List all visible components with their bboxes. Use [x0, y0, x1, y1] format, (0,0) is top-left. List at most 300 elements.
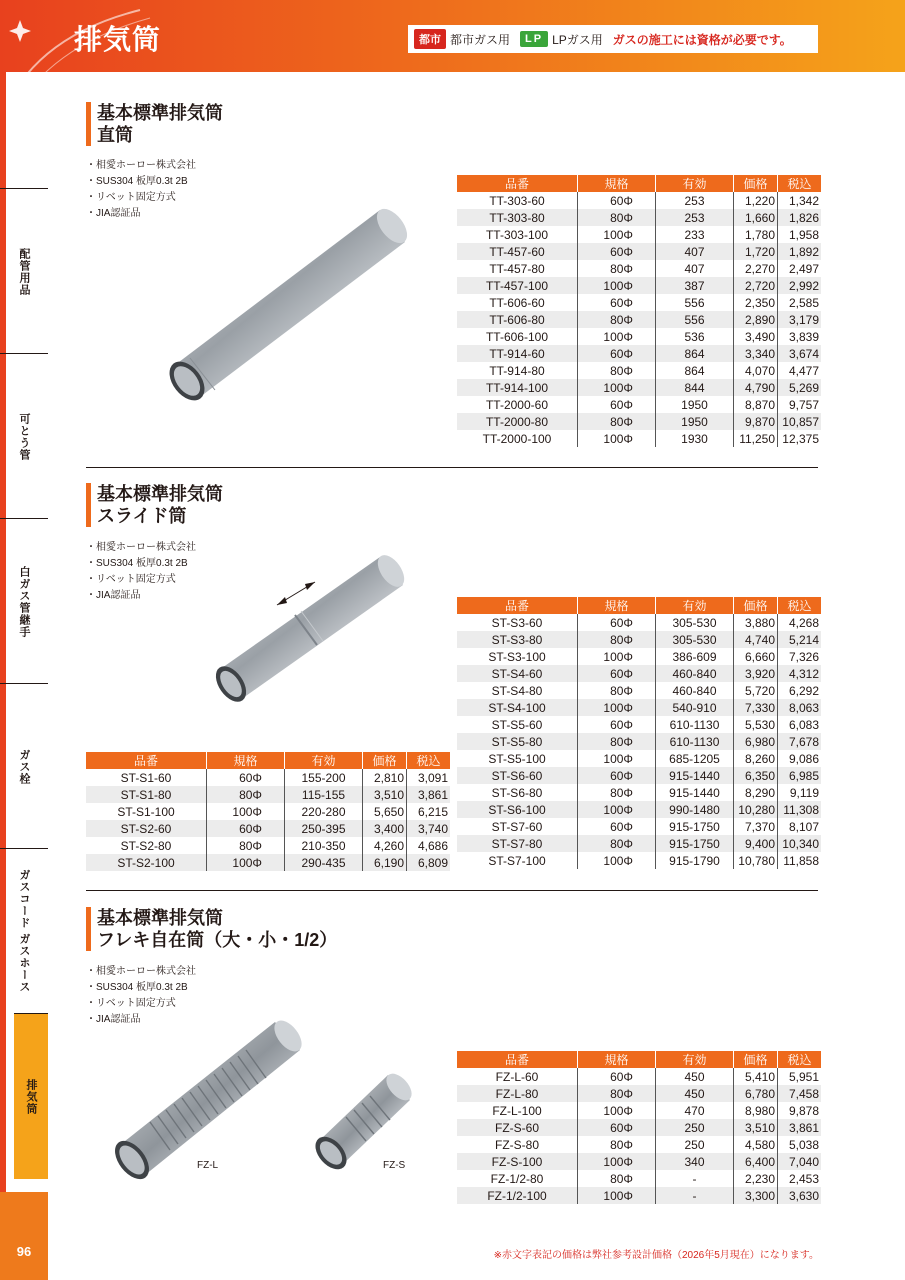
cell-tax-included: 3,839 — [778, 328, 822, 345]
cell-tax-included: 2,497 — [778, 260, 822, 277]
cell-price: 5,650 — [363, 803, 407, 820]
cell-spec: 60Φ — [207, 769, 285, 786]
cell-price: 3,920 — [734, 665, 778, 682]
table-row — [457, 328, 821, 345]
cell-price: 4,070 — [734, 362, 778, 379]
cell-tax-included: 8,063 — [778, 699, 822, 716]
cell-tax-included: 6,985 — [778, 767, 822, 784]
cell-effective: 864 — [656, 345, 734, 362]
city-gas-label: 都市ガス用 — [450, 32, 511, 47]
col-header-tax: 税込 — [407, 752, 451, 769]
sidebar-item-gas-valve[interactable] — [0, 683, 48, 849]
table-row — [457, 260, 821, 277]
col-header-effective: 有効 — [285, 752, 363, 769]
col-header-code: 品番 — [457, 1051, 578, 1068]
cell-effective: 540-910 — [656, 699, 734, 716]
table-row — [86, 820, 450, 837]
cell-effective: 407 — [656, 243, 734, 260]
table-row — [457, 379, 821, 396]
cell-tax-included: 2,585 — [778, 294, 822, 311]
spec-item: ・ SUS304 板厚0.3t 2B — [86, 556, 196, 572]
cell-code: TT-457-80 — [457, 260, 578, 277]
cell-price: 6,190 — [363, 854, 407, 871]
table-row — [457, 1187, 821, 1204]
table-row — [457, 209, 821, 226]
section2-title — [86, 483, 223, 527]
cell-tax-included: 3,861 — [407, 786, 451, 803]
table-row — [457, 665, 821, 682]
sidebar-item-piping[interactable] — [0, 188, 48, 354]
cell-price: 3,300 — [734, 1187, 778, 1204]
section2-price-table-left — [86, 752, 450, 871]
cell-price: 5,720 — [734, 682, 778, 699]
caption-fz-s: FZ-S — [383, 1160, 406, 1171]
cell-spec: 80Φ — [578, 835, 656, 852]
spec-item: ・ リベット固定方式 — [86, 996, 196, 1012]
cell-price: 5,410 — [734, 1068, 778, 1085]
table-header-row — [86, 752, 450, 769]
price-footnote: ※赤文字表記の価格は弊社参考設計価格（2026年5月現在）になります。 — [493, 1250, 819, 1261]
page-title: 排気筒 — [74, 24, 162, 55]
cell-code: ST-S4-80 — [457, 682, 578, 699]
cell-effective: 250-395 — [285, 820, 363, 837]
cell-spec: 80Φ — [207, 786, 285, 803]
table-row — [457, 733, 821, 750]
cell-price: 2,350 — [734, 294, 778, 311]
cell-spec: 80Φ — [578, 362, 656, 379]
cell-price: 8,290 — [734, 784, 778, 801]
cell-code: TT-2000-100 — [457, 430, 578, 447]
cell-effective: 340 — [656, 1153, 734, 1170]
cell-effective: 915-1750 — [656, 818, 734, 835]
sidebar-item-label: 配管用品 — [18, 247, 30, 296]
cell-code: TT-2000-60 — [457, 396, 578, 413]
cell-price: 1,220 — [734, 192, 778, 209]
cell-effective: 250 — [656, 1119, 734, 1136]
cell-price: 2,720 — [734, 277, 778, 294]
cell-spec: 100Φ — [578, 328, 656, 345]
cell-effective: 115-155 — [285, 786, 363, 803]
cell-code: ST-S2-100 — [86, 854, 207, 871]
col-header-price: 価格 — [363, 752, 407, 769]
section1-title-line1: 基本標準排気筒 — [97, 103, 223, 123]
cell-spec: 60Φ — [578, 192, 656, 209]
cell-code: ST-S1-60 — [86, 769, 207, 786]
slide-pipe-image — [205, 545, 415, 715]
cell-price: 10,780 — [734, 852, 778, 869]
cell-effective: 1950 — [656, 413, 734, 430]
cell-price: 2,270 — [734, 260, 778, 277]
table-row — [457, 818, 821, 835]
cell-spec: 100Φ — [578, 699, 656, 716]
cell-tax-included: 3,091 — [407, 769, 451, 786]
cell-code: FZ-1/2-80 — [457, 1170, 578, 1187]
col-header-tax: 税込 — [778, 1051, 822, 1068]
cell-price: 9,870 — [734, 413, 778, 430]
section1-title — [86, 102, 223, 146]
table-row — [457, 699, 821, 716]
cell-code: ST-S5-100 — [457, 750, 578, 767]
table-row — [457, 243, 821, 260]
cell-spec: 60Φ — [578, 396, 656, 413]
cell-effective: 610-1130 — [656, 716, 734, 733]
table-row — [457, 614, 821, 631]
cell-effective: - — [656, 1170, 734, 1187]
cell-price: 3,340 — [734, 345, 778, 362]
cell-code: FZ-L-60 — [457, 1068, 578, 1085]
cell-effective: 460-840 — [656, 682, 734, 699]
sidebar-item-label: 白ガス管継手 — [18, 565, 30, 638]
section3-title-line1: 基本標準排気筒 — [97, 908, 223, 928]
col-header-effective: 有効 — [656, 175, 734, 192]
cell-effective: 844 — [656, 379, 734, 396]
cell-price: 4,260 — [363, 837, 407, 854]
cell-price: 5,530 — [734, 716, 778, 733]
cell-code: TT-457-60 — [457, 243, 578, 260]
cell-code: FZ-L-80 — [457, 1085, 578, 1102]
cell-price: 6,350 — [734, 767, 778, 784]
table-row — [86, 769, 450, 786]
table-row — [457, 682, 821, 699]
cell-tax-included: 3,630 — [778, 1187, 822, 1204]
cell-tax-included: 1,958 — [778, 226, 822, 243]
spec-item: ・ 相愛ホーロー株式会社 — [86, 964, 196, 980]
table-row — [457, 1102, 821, 1119]
cell-code: ST-S2-80 — [86, 837, 207, 854]
cell-spec: 80Φ — [578, 413, 656, 430]
cell-code: ST-S7-80 — [457, 835, 578, 852]
cell-price: 9,400 — [734, 835, 778, 852]
page-number-box — [0, 1192, 48, 1280]
cell-price: 1,660 — [734, 209, 778, 226]
cell-code: FZ-1/2-100 — [457, 1187, 578, 1204]
cell-effective: 915-1440 — [656, 767, 734, 784]
cell-tax-included: 8,107 — [778, 818, 822, 835]
cell-code: ST-S7-60 — [457, 818, 578, 835]
cell-code: ST-S5-80 — [457, 733, 578, 750]
cell-tax-included: 7,458 — [778, 1085, 822, 1102]
section3-title-line2: フレキ自在筒（大・小・1/2） — [97, 930, 338, 950]
cell-price: 2,810 — [363, 769, 407, 786]
cell-code: TT-914-80 — [457, 362, 578, 379]
col-header-effective: 有効 — [656, 1051, 734, 1068]
cell-spec: 60Φ — [578, 818, 656, 835]
table-row — [457, 852, 821, 869]
cell-effective: 233 — [656, 226, 734, 243]
cell-code: FZ-S-80 — [457, 1136, 578, 1153]
cell-effective: 1930 — [656, 430, 734, 447]
sidebar-item-label: ガスコード ガスホース — [18, 869, 30, 994]
sidebar-item-flexible-pipe[interactable] — [0, 353, 48, 519]
col-header-price: 価格 — [734, 175, 778, 192]
table-row — [457, 277, 821, 294]
table-header-row — [457, 597, 821, 614]
cell-effective: 990-1480 — [656, 801, 734, 818]
cell-effective: 470 — [656, 1102, 734, 1119]
cell-code: ST-S3-80 — [457, 631, 578, 648]
cell-tax-included: 1,892 — [778, 243, 822, 260]
table-row — [457, 648, 821, 665]
table-row — [457, 801, 821, 818]
cell-spec: 80Φ — [207, 837, 285, 854]
cell-price: 6,660 — [734, 648, 778, 665]
cell-code: ST-S7-100 — [457, 852, 578, 869]
cell-spec: 60Φ — [578, 345, 656, 362]
cell-effective: 387 — [656, 277, 734, 294]
cell-code: ST-S4-60 — [457, 665, 578, 682]
cell-code: TT-303-100 — [457, 226, 578, 243]
cell-price: 4,790 — [734, 379, 778, 396]
cell-price: 6,400 — [734, 1153, 778, 1170]
cell-price: 3,880 — [734, 614, 778, 631]
sidebar-item-gas-hose[interactable] — [0, 848, 48, 1014]
cell-tax-included: 3,740 — [407, 820, 451, 837]
col-header-spec: 規格 — [578, 597, 656, 614]
cell-tax-included: 1,342 — [778, 192, 822, 209]
cell-effective: 155-200 — [285, 769, 363, 786]
caption-fz-l: FZ-L — [197, 1160, 219, 1171]
cell-code: TT-606-80 — [457, 311, 578, 328]
table-row — [457, 716, 821, 733]
sidebar-item-exhaust-pipe[interactable] — [14, 1013, 48, 1179]
cell-code: TT-457-100 — [457, 277, 578, 294]
section2-spec-list — [86, 540, 196, 604]
spec-item: ・ JIA認証品 — [86, 1012, 196, 1028]
cell-code: ST-S6-60 — [457, 767, 578, 784]
cell-spec: 100Φ — [578, 648, 656, 665]
col-header-spec: 規格 — [578, 1051, 656, 1068]
cell-tax-included: 3,674 — [778, 345, 822, 362]
cell-spec: 100Φ — [578, 852, 656, 869]
table-row — [457, 1153, 821, 1170]
table-row — [457, 631, 821, 648]
table-row — [457, 311, 821, 328]
cell-code: ST-S6-100 — [457, 801, 578, 818]
cell-spec: 80Φ — [578, 682, 656, 699]
cell-price: 2,230 — [734, 1170, 778, 1187]
section2-title-line2: スライド筒 — [97, 506, 187, 526]
gas-type-legend — [408, 25, 818, 53]
cell-tax-included: 6,809 — [407, 854, 451, 871]
table-row — [457, 430, 821, 447]
cell-tax-included: 1,826 — [778, 209, 822, 226]
page-number: 96 — [16, 1244, 32, 1259]
cell-price: 6,980 — [734, 733, 778, 750]
cell-tax-included: 11,858 — [778, 852, 822, 869]
sidebar-item-label: 排気筒 — [25, 1078, 37, 1115]
table-row — [457, 1136, 821, 1153]
spec-item: ・ 相愛ホーロー株式会社 — [86, 540, 196, 556]
cell-effective: 915-1750 — [656, 835, 734, 852]
cell-effective: 253 — [656, 192, 734, 209]
cell-tax-included: 5,269 — [778, 379, 822, 396]
cell-effective: 210-350 — [285, 837, 363, 854]
table-row — [86, 786, 450, 803]
cell-tax-included: 11,308 — [778, 801, 822, 818]
table-row — [457, 784, 821, 801]
section1-title-line2: 直筒 — [97, 125, 133, 145]
cell-effective: 450 — [656, 1068, 734, 1085]
cell-spec: 100Φ — [578, 1102, 656, 1119]
cell-price: 7,370 — [734, 818, 778, 835]
cell-price: 3,400 — [363, 820, 407, 837]
cell-code: ST-S3-100 — [457, 648, 578, 665]
lp-gas-label: LPガス用 — [552, 32, 603, 47]
cell-effective: 305-530 — [656, 614, 734, 631]
section2-price-table-right — [457, 597, 821, 869]
cell-spec: 60Φ — [578, 716, 656, 733]
table-row — [457, 226, 821, 243]
cell-spec: 100Φ — [578, 277, 656, 294]
cell-effective: 685-1205 — [656, 750, 734, 767]
cell-code: ST-S4-100 — [457, 699, 578, 716]
cell-effective: 536 — [656, 328, 734, 345]
cell-tax-included: 9,878 — [778, 1102, 822, 1119]
table-row — [457, 835, 821, 852]
city-gas-badge: 都市 — [414, 29, 446, 49]
cell-price: 11,250 — [734, 430, 778, 447]
cell-effective: 250 — [656, 1136, 734, 1153]
cell-code: ST-S5-60 — [457, 716, 578, 733]
table-row — [457, 345, 821, 362]
col-header-price: 価格 — [734, 597, 778, 614]
table-row — [457, 192, 821, 209]
cell-effective: 915-1440 — [656, 784, 734, 801]
cell-effective: 610-1130 — [656, 733, 734, 750]
flexible-pipe-small-image — [310, 1065, 420, 1175]
cell-tax-included: 4,312 — [778, 665, 822, 682]
sidebar-item-label: ガス栓 — [18, 748, 30, 785]
cell-spec: 60Φ — [578, 665, 656, 682]
cell-tax-included: 6,083 — [778, 716, 822, 733]
cell-tax-included: 6,292 — [778, 682, 822, 699]
cell-tax-included: 5,214 — [778, 631, 822, 648]
table-header-row — [457, 1051, 821, 1068]
table-row — [86, 803, 450, 820]
cell-tax-included: 4,477 — [778, 362, 822, 379]
table-row — [457, 294, 821, 311]
cell-price: 3,490 — [734, 328, 778, 345]
cell-price: 1,780 — [734, 226, 778, 243]
cell-tax-included: 10,340 — [778, 835, 822, 852]
cell-code: ST-S2-60 — [86, 820, 207, 837]
section-divider — [86, 467, 818, 468]
section2-title-line1: 基本標準排気筒 — [97, 484, 223, 504]
cell-spec: 100Φ — [578, 750, 656, 767]
arrow-right-icon — [305, 582, 315, 590]
cell-code: TT-914-100 — [457, 379, 578, 396]
spec-item: ・ 相愛ホーロー株式会社 — [86, 158, 196, 174]
qualification-warning: ガスの施工には資格が必要です。 — [612, 32, 792, 47]
cell-code: ST-S1-80 — [86, 786, 207, 803]
cell-tax-included: 9,757 — [778, 396, 822, 413]
cell-tax-included: 9,119 — [778, 784, 822, 801]
cell-spec: 60Φ — [207, 820, 285, 837]
cell-effective: 556 — [656, 311, 734, 328]
cell-spec: 80Φ — [578, 1085, 656, 1102]
lp-gas-badge: LP — [520, 31, 548, 47]
cell-spec: 100Φ — [207, 854, 285, 871]
cell-spec: 60Φ — [578, 294, 656, 311]
cell-spec: 100Φ — [578, 379, 656, 396]
table-row — [457, 413, 821, 430]
cell-spec: 60Φ — [578, 243, 656, 260]
spec-item: ・ JIA認証品 — [86, 206, 196, 222]
cell-code: FZ-S-100 — [457, 1153, 578, 1170]
cell-tax-included: 12,375 — [778, 430, 822, 447]
cell-price: 3,510 — [734, 1119, 778, 1136]
cell-tax-included: 9,086 — [778, 750, 822, 767]
col-header-code: 品番 — [457, 597, 578, 614]
cell-tax-included: 6,215 — [407, 803, 451, 820]
arrow-left-icon — [277, 597, 287, 605]
cell-spec: 100Φ — [578, 1187, 656, 1204]
section3-price-table — [457, 1051, 821, 1204]
col-header-tax: 税込 — [778, 597, 822, 614]
cell-code: FZ-L-100 — [457, 1102, 578, 1119]
cell-spec: 60Φ — [578, 1068, 656, 1085]
cell-effective: - — [656, 1187, 734, 1204]
col-header-code: 品番 — [457, 175, 578, 192]
cell-code: TT-303-80 — [457, 209, 578, 226]
col-header-tax: 税込 — [778, 175, 822, 192]
cell-tax-included: 7,678 — [778, 733, 822, 750]
cell-tax-included: 3,179 — [778, 311, 822, 328]
cell-tax-included: 4,686 — [407, 837, 451, 854]
cell-spec: 80Φ — [578, 209, 656, 226]
sidebar-item-fittings[interactable] — [0, 518, 48, 684]
cell-spec: 60Φ — [578, 614, 656, 631]
table-row — [457, 750, 821, 767]
section1-price-table — [457, 175, 821, 447]
cell-spec: 100Φ — [578, 801, 656, 818]
cell-code: TT-914-60 — [457, 345, 578, 362]
col-header-spec: 規格 — [578, 175, 656, 192]
cell-spec: 80Φ — [578, 784, 656, 801]
cell-spec: 100Φ — [578, 226, 656, 243]
cell-code: TT-2000-80 — [457, 413, 578, 430]
cell-price: 2,890 — [734, 311, 778, 328]
flexible-pipe-large-image — [110, 1010, 310, 1185]
cell-effective: 386-609 — [656, 648, 734, 665]
section-divider — [86, 890, 818, 891]
cell-price: 7,330 — [734, 699, 778, 716]
spec-item: ・ SUS304 板厚0.3t 2B — [86, 980, 196, 996]
cell-effective: 915-1790 — [656, 852, 734, 869]
cell-spec: 60Φ — [578, 1119, 656, 1136]
cell-effective: 407 — [656, 260, 734, 277]
cell-code: ST-S3-60 — [457, 614, 578, 631]
cell-price: 6,780 — [734, 1085, 778, 1102]
cell-tax-included: 2,992 — [778, 277, 822, 294]
col-header-code: 品番 — [86, 752, 207, 769]
col-header-price: 価格 — [734, 1051, 778, 1068]
cell-effective: 460-840 — [656, 665, 734, 682]
sidebar-item-label: 可とう管 — [18, 412, 30, 461]
cell-spec: 100Φ — [578, 430, 656, 447]
cell-code: ST-S1-100 — [86, 803, 207, 820]
cell-code: TT-606-100 — [457, 328, 578, 345]
table-row — [457, 1085, 821, 1102]
cell-effective: 290-435 — [285, 854, 363, 871]
cell-spec: 80Φ — [578, 733, 656, 750]
cell-effective: 253 — [656, 209, 734, 226]
cell-tax-included: 7,040 — [778, 1153, 822, 1170]
table-row — [457, 396, 821, 413]
cell-tax-included: 3,861 — [778, 1119, 822, 1136]
table-row — [457, 362, 821, 379]
cell-price: 10,280 — [734, 801, 778, 818]
